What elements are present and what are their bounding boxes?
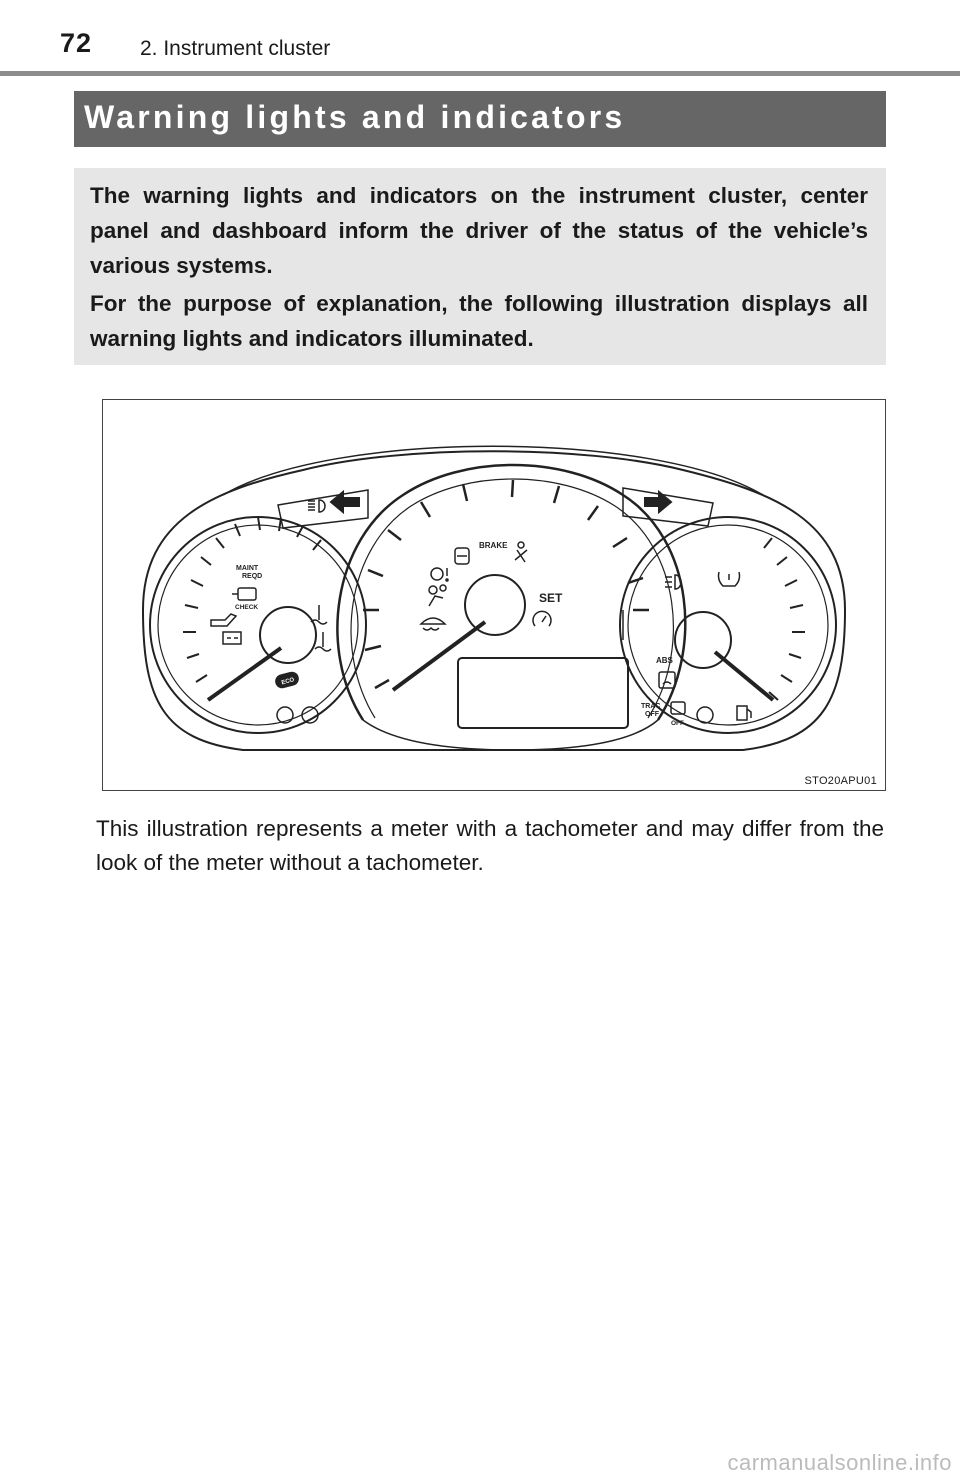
reqd-label: REQD (242, 573, 263, 580)
battery-charge-icon (223, 632, 241, 644)
right-gauge-needle (715, 652, 773, 700)
set-label: SET (539, 591, 563, 605)
left-knob-1 (277, 707, 293, 723)
eco-label: ECO (280, 677, 296, 687)
vsc-off-label: OFF (671, 720, 684, 727)
check-label: CHECK (235, 604, 259, 611)
figure-code: STO20APU01 (804, 775, 877, 787)
engine-check-icon (232, 588, 256, 600)
seatbelt-reminder-icon (515, 542, 527, 562)
center-display (458, 658, 628, 728)
brake-label: BRAKE (479, 541, 508, 550)
watermark: carmanualsonline.info (727, 1450, 952, 1475)
left-gauge-ring (150, 517, 366, 733)
center-gauge-needle (393, 622, 485, 690)
intro-paragraph-1: The warning lights and indicators on the instrument cluster, center panel and dashboard inform the driver of the status of the vehicle’s various systems. (90, 183, 868, 278)
coolant-temperature-high-icon (311, 605, 327, 624)
section-title-bar (74, 91, 886, 147)
running-head: 2. Instrument cluster (140, 37, 331, 60)
low-washer-fluid-icon (421, 618, 445, 630)
tire-pressure-icon (719, 572, 740, 586)
coolant-temperature-low-icon (315, 632, 331, 651)
page-number: 72 (60, 28, 93, 58)
right-knob (697, 707, 713, 723)
instrument-cluster-illustration (102, 399, 886, 791)
master-warning-icon (431, 568, 448, 581)
cluster-drawing (103, 400, 885, 790)
header-rule (0, 71, 960, 76)
maint-label: MAINT (236, 565, 259, 572)
oil-pressure-icon (211, 614, 236, 626)
trac-label: TRAC (641, 703, 661, 710)
door-open-icon (455, 548, 469, 564)
trac-off-label: OFF (645, 711, 659, 718)
center-gauge-hub (465, 575, 525, 635)
low-fuel-icon (737, 706, 751, 720)
intro-box (74, 168, 886, 365)
right-gauge-ring (620, 517, 836, 733)
cruise-control-icon (533, 611, 551, 626)
intro-paragraph-2: For the purpose of explanation, the following illustration displays all warning lights and indicators illuminated. (90, 291, 868, 351)
figure-caption: This illustration represents a meter with a tachometer and may differ from the look of the meter without a tachometer. (96, 816, 884, 875)
abs-label: ABS (656, 656, 673, 665)
section-title: Warning lights and indicators (84, 99, 626, 135)
headlight-high-beam-icon (308, 500, 325, 512)
airbag-icon (429, 585, 446, 606)
